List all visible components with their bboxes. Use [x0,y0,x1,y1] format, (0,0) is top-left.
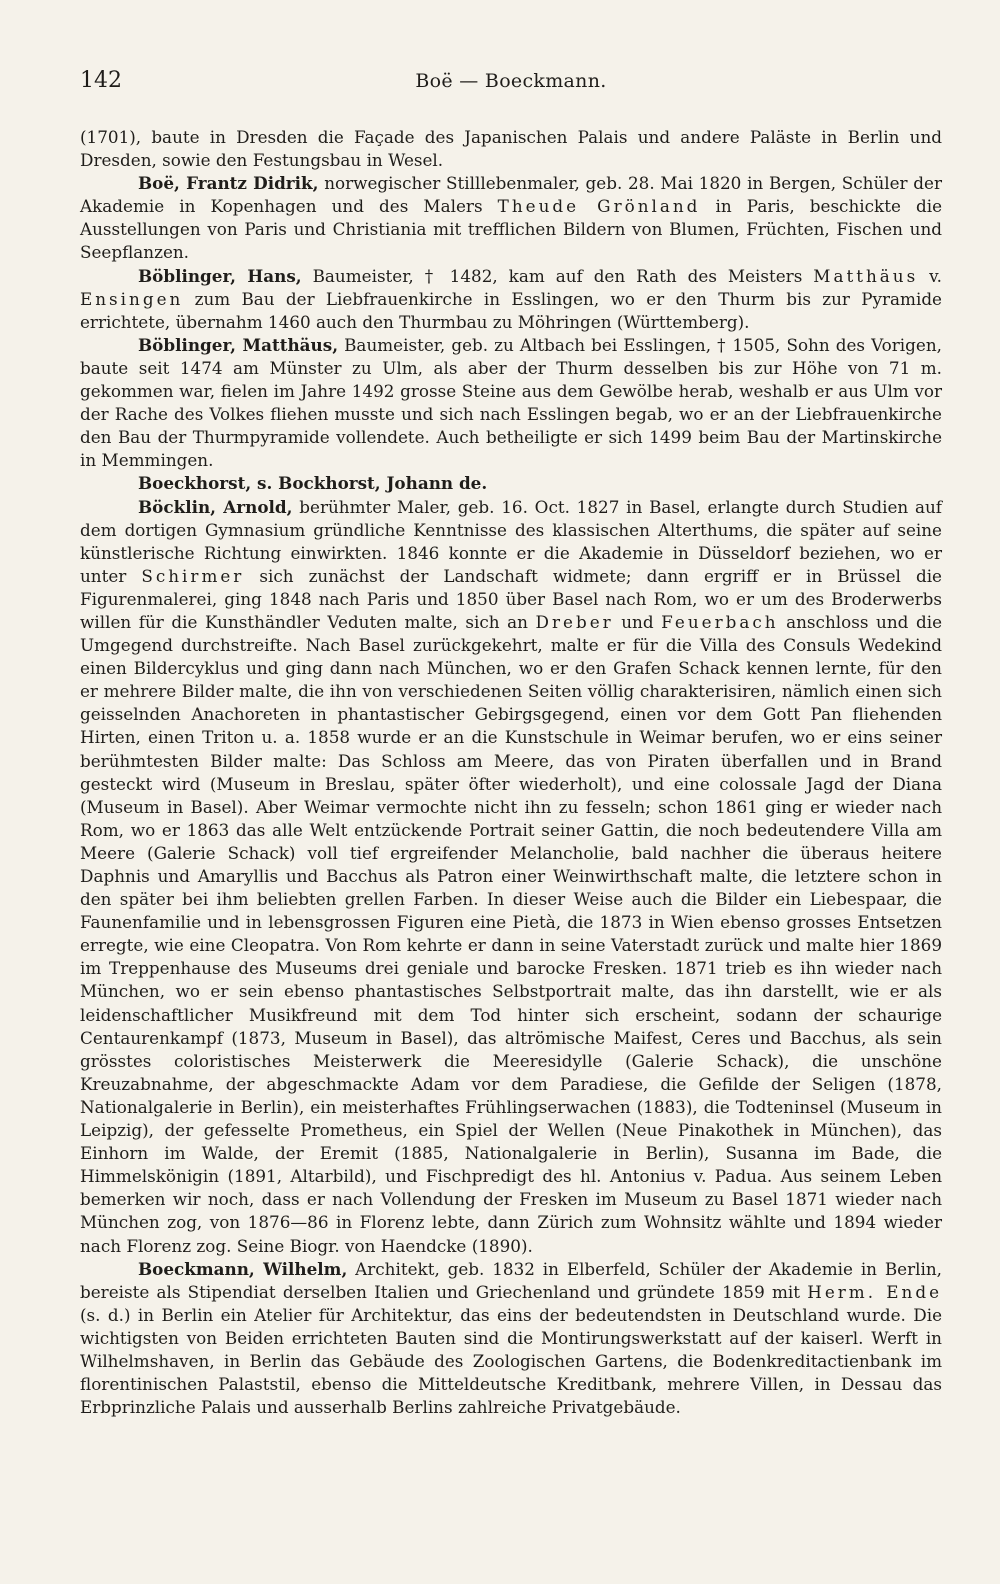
entry-boeckmann [80,1258,942,1420]
page-number: 142 [80,68,122,93]
entry-text: norwegischer Stilllebenmaler, geb. 28. Mai 1820 in Bergen, Schüler der Akademie in Kopenhagen und des Malers [80,173,942,217]
entry-boecklin [80,496,942,1258]
entry-text: Architekt, geb. 1832 in Elberfeld, Schüler der Akademie in Berlin, bereiste als Stipendiat derselben Italien und Griechenland und gründete 1859 mit [80,1258,942,1302]
continuation-paragraph: (1701), baute in Dresden die Façade des Japanischen Palais und andere Paläste in Berlin und Dresden, sowie den Festungsbau in Wesel. [80,127,942,171]
spaced-name: Matthäus [813,265,919,286]
spaced-name: Herm. Ende [807,1281,942,1302]
entry-boeblinger-matthaeus [80,334,942,473]
entry-boeckhorst [80,472,942,495]
page-header [80,68,942,104]
entry-headword: Böblinger, Matthäus, [138,334,339,355]
spaced-name: Dreber [535,611,614,632]
spaced-name: Theude Grönland [497,196,701,217]
entry-boeblinger-hans [80,265,942,334]
entry-text: v. [918,265,942,286]
spaced-name: Feuerbach [661,611,779,632]
spaced-name: Ensingen [80,288,184,309]
entry-text: und [613,611,662,632]
entry-text: (s. d.) in Berlin ein Atelier für Architektur, das eins der bedeutendsten in Deutschland wurde. Die wichtigsten von Beiden errichteten Bauten sind die Montirungswerkstatt auf der kaiserl. Werft in Wilhelmshaven, in Berlin das Gebäude des Zoologischen Gartens, die Bodenkreditactienbank im florentinischen Palaststil, ebenso die Mitteldeutsche Kreditbank, mehrere Villen, in Dessau das Erbprinzliche Palais und ausserhalb Berlins zahlreiche Privatgebäude. [80,1304,942,1418]
entry-text: anschloss und die Umgegend durchstreifte. Nach Basel zurückgekehrt, malte er für die Villa des Consuls Wedekind einen Bildercyklus und ging dann nach München, wo er den Grafen Schack kennen lernte, für den er mehrere Bilder malte, die ihn von verschiedenen Seiten völlig charakterisiren, nämlich einen sich geisselnden Anachoreten in phantastischer Gebirgsgegend, einen vor dem Gott Pan fliehenden Hirten, einen Triton u. a. 1858 wurde er an die Kunstschule in Weimar berufen, wo er eins seiner berühmtesten Bilder malte: Das Schloss am Meere, das von Piraten überfallen und in Brand gesteckt wird (Museum in Breslau, später öfter wiederholt), und eine colossale Jagd der Diana (Museum in Basel). Aber Weimar vermochte nicht ihn zu fesseln; schon 1861 ging er wieder nach Rom, wo er 1863 das alle Welt entzückende Portrait seiner Gattin, die noch bedeutendere Villa am Meere (Galerie Schack) voll tief ergreifender Melancholie, bald nachher die überaus heitere Daphnis und Amaryllis und Bacchus als Patron einer Weinwirthschaft malte, die letztere schon in den später bei ihm beliebten grellen Farben. In dieser Weise auch die Bilder ein Liebespaar, die Faunenfamilie und in lebensgrossen Figuren eine Pietà, die 1873 in Wien ebenso grosses Entsetzen erregte, wie eine Cleopatra. Von Rom kehrte er dann in seine Vaterstadt zurück und malte hier 1869 im Treppenhause des Museums drei geniale und barocke Fresken. 1871 trieb es ihn wieder nach München, wo er sein ebenso phantastisches Selbstportrait malte, das ihn darstellt, wie er als leidenschaftlicher Musikfreund mit dem Tod hinter sich erscheint, sodann der schaurige Centaurenkampf (1873, Museum in Basel), das altrömische Maifest, Ceres und Bacchus, als sein grösstes coloristisches Meisterwerk die Meeresidylle (Galerie Schack), die unschöne Kreuzabnahme, der abgeschmackte Adam vor dem Paradiese, die Gefilde der Seligen (1878, Nationalgalerie in Berlin), ein meisterhaftes Frühlingserwachen (1883), die Todteninsel (Museum in Leipzig), der gefesselte Prometheus, ein Spiel der Wellen (Neue Pinakothek in München), das Einhorn im Walde, der Eremit (1885, Nationalgalerie in Berlin), Susanna im Bade, die Himmelskönigin (1891, Altarbild), und Fischpredigt des hl. Antonius v. Padua. Aus seinem Leben bemerken wir noch, dass er nach Vollendung der Fresken im Museum zu Basel 1871 wieder nach München zog, von 1876—86 in Florenz lebte, dann Zürich zum Wohnsitz wählte und 1894 wieder nach Florenz zog. Seine Biogr. von Haendcke (1890). [80,611,942,1256]
spaced-name: Schirmer [141,565,245,586]
entry-headword: Boeckmann, Wilhelm, [138,1258,348,1279]
entry-headword: Böcklin, Arnold, [138,496,293,517]
entry-boe [80,172,942,264]
entry-text: zum Bau der Liebfrauenkirche in Esslingen, wo er den Thurm bis zur Pyramide errichtete, übernahm 1460 auch den Thurmbau zu Möhringen (Württemberg). [80,288,942,332]
entry-text: Baumeister, † 1482, kam auf den Rath des Meisters [301,265,814,286]
entry-headword: Boë, Frantz Didrik, [138,173,319,194]
running-title: Boë — Boeckmann. [415,70,607,92]
entry-text: sich zunächst der Landschaft widmete; dann ergriff er in Brüssel die Figurenmalerei, ging 1848 nach Paris und 1850 über Basel nach Rom, wo er um des Broderwerbs willen für die Kunsthändler Veduten malte, sich an [80,565,942,632]
entry-text: Baumeister, geb. zu Altbach bei Esslingen, † 1505, Sohn des Vorigen, baute seit 1474 am Münster zu Ulm, als aber der Thurm desselben bis zur Höhe von 71 m. gekommen war, fielen im Jahre 1492 grosse Steine aus dem Gewölbe herab, weshalb er aus Ulm vor der Rache des Volkes fliehen musste und sich nach Esslingen begab, wo er an der Liebfrauenkirche den Bau der Thurmpyramide vollendete. Auch betheiligte er sich 1499 beim Bau der Martinskirche in Memmingen. [80,334,942,471]
entry-text: in Paris, beschickte die Ausstellungen von Paris und Christiania mit trefflichen Bildern von Blumen, Früchten, Fischen und Seepflanzen. [80,196,943,263]
entry-text: berühmter Maler, geb. 16. Oct. 1827 in Basel, erlangte durch Studien auf dem dortigen Gymnasium gründliche Kenntnisse des klassischen Alterthums, die später auf seine künstlerische Richtung einwirkten. 1846 konnte er die Akademie in Düsseldorf beziehen, wo er unter [80,496,942,586]
entry-headword: Böblinger, Hans, [138,265,302,286]
page-body [80,126,942,1419]
entry-headword: Boeckhorst, s. Bockhorst, Johann de. [138,473,488,494]
